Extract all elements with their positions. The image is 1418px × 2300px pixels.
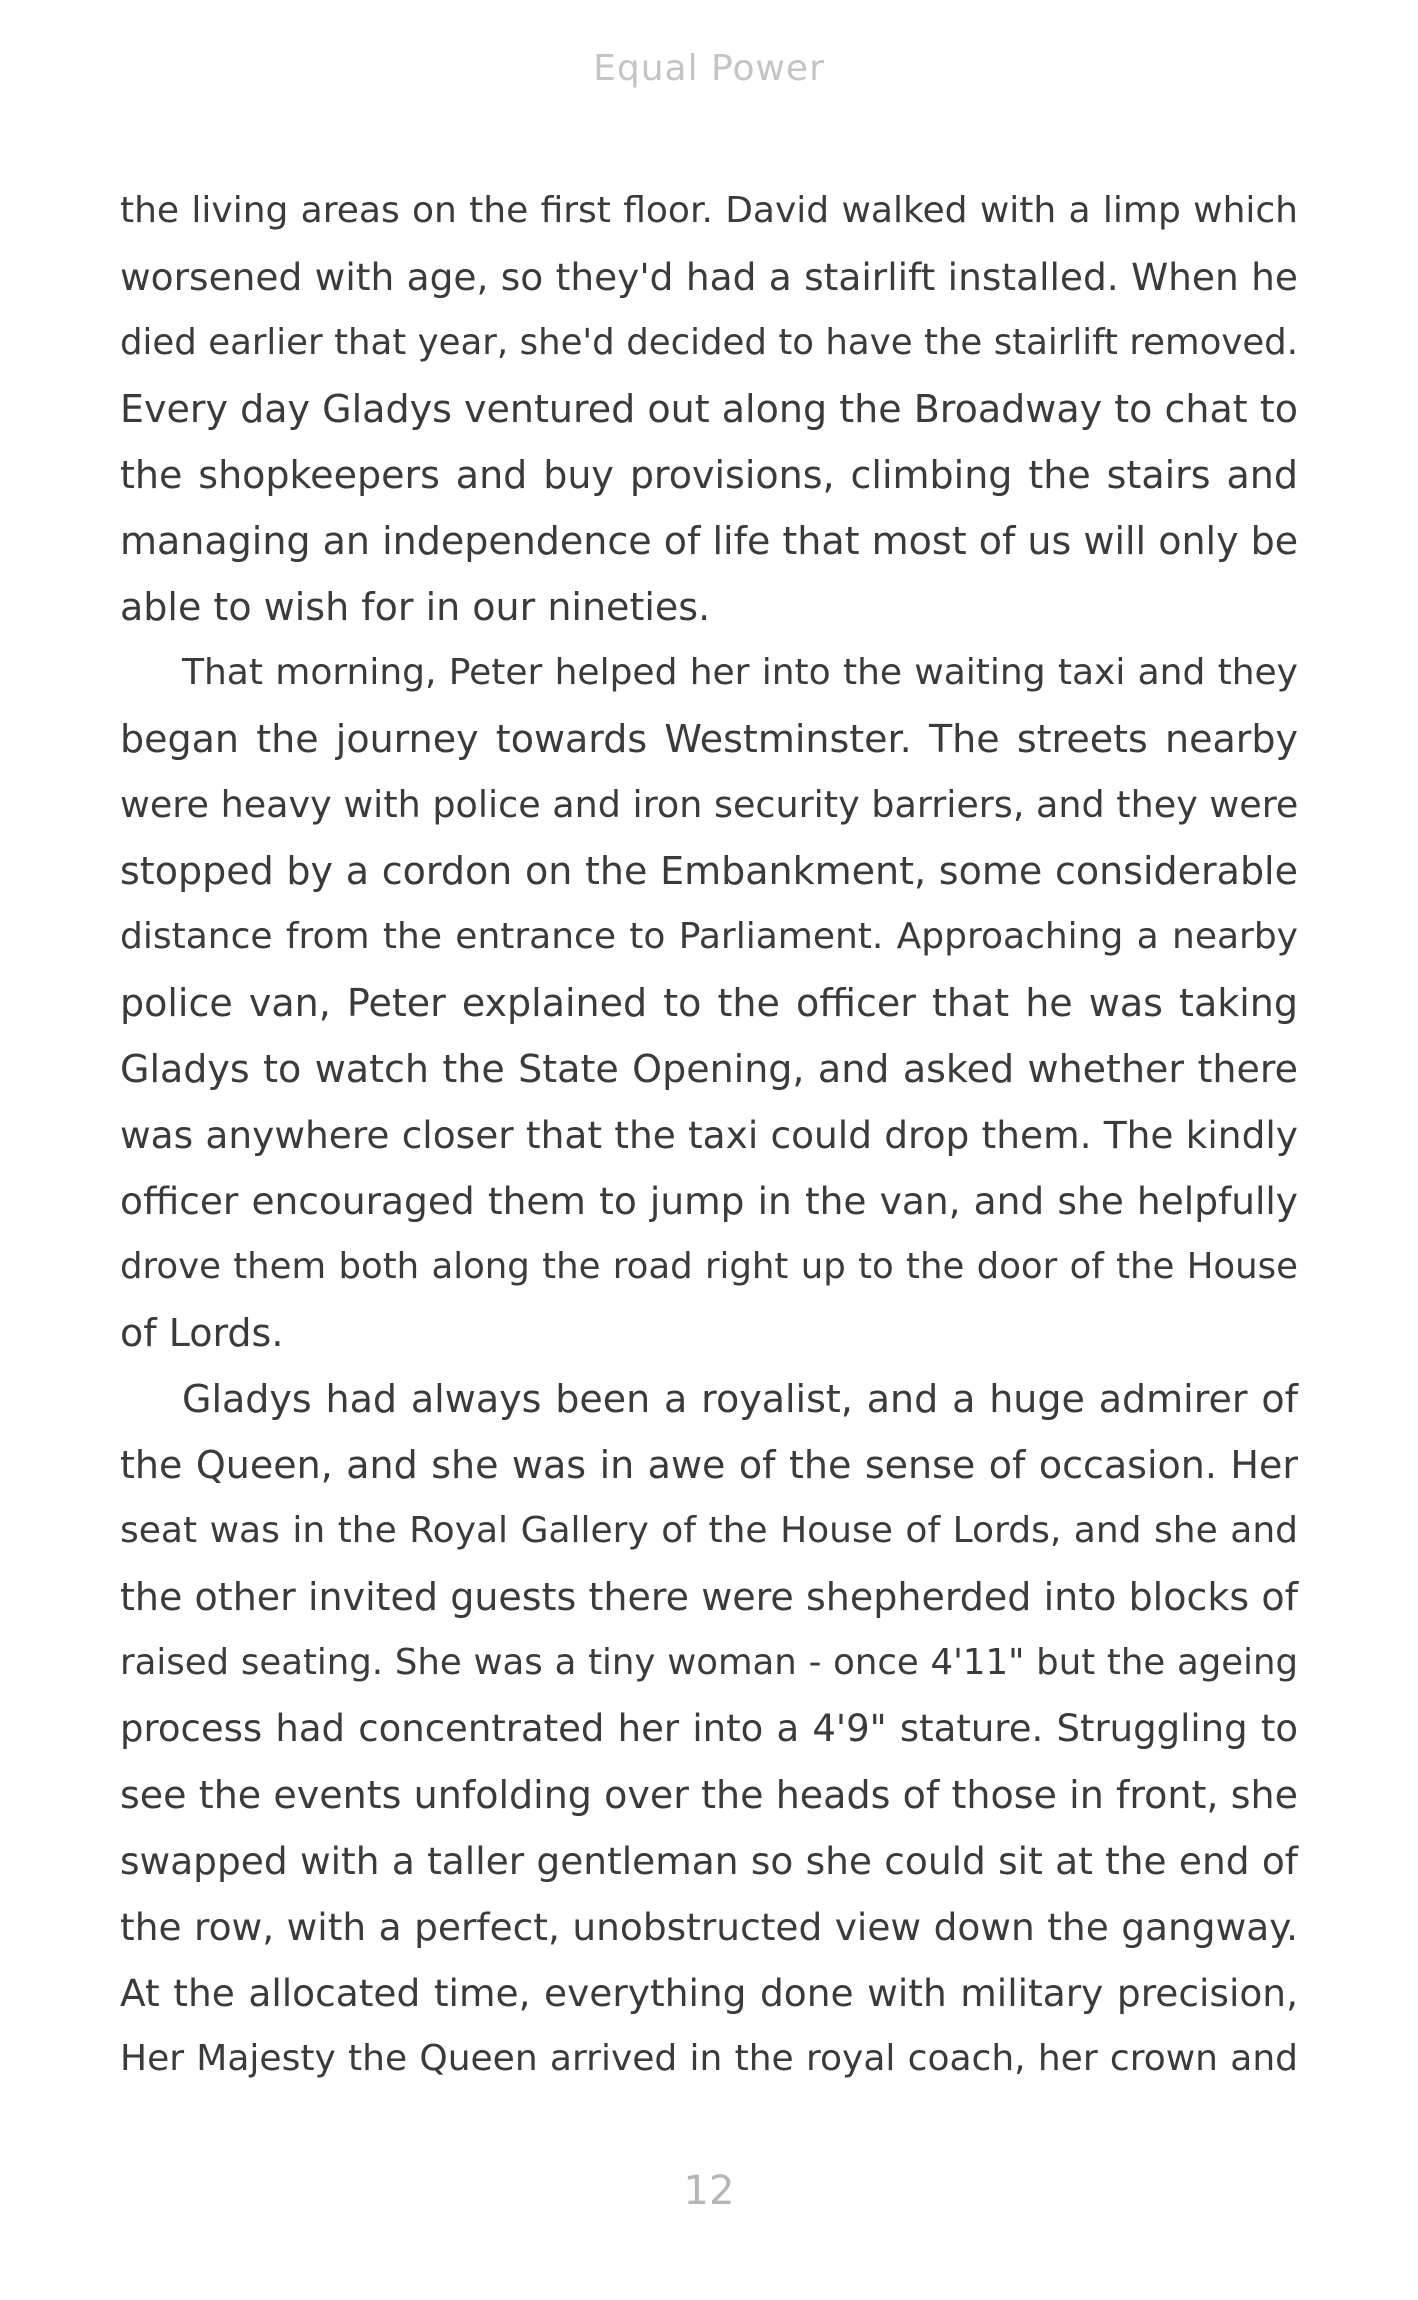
- text-line: died earlier that year, she'd decided to have the stairlift removed.: [120, 322, 1298, 363]
- text-line: officer encouraged them to jump in the van, and she helpfully: [120, 1179, 1298, 1223]
- text-line: Every day Gladys ventured out along the Broadway to chat to: [120, 387, 1298, 431]
- text-line: was anywhere closer that the taxi could drop them. The kindly: [120, 1113, 1298, 1157]
- text-line: police van, Peter explained to the officer that he was taking: [120, 981, 1298, 1025]
- paragraph: [120, 1366, 1298, 2092]
- text-line: the Queen, and she was in awe of the sense of occasion. Her: [120, 1443, 1298, 1487]
- text-line: stopped by a cordon on the Embankment, some considerable: [120, 849, 1298, 893]
- paragraph: [120, 178, 1298, 640]
- text-line: were heavy with police and iron security barriers, and they were: [120, 783, 1299, 826]
- body-text: [120, 178, 1298, 2092]
- text-line: began the journey towards Westminster. The streets nearby: [120, 717, 1298, 761]
- text-line: of Lords.: [120, 1311, 284, 1355]
- text-line: the row, with a perfect, unobstructed view down the gangway.: [120, 1905, 1298, 1949]
- text-line: distance from the entrance to Parliament. Approaching a nearby: [120, 916, 1298, 957]
- text-line: drove them both along the road right up to the door of the House: [120, 1246, 1298, 1287]
- text-line: Gladys to watch the State Opening, and asked whether there: [120, 1047, 1298, 1091]
- text-line: Gladys had always been a royalist, and a huge admirer of: [182, 1377, 1298, 1421]
- text-line: seat was in the Royal Gallery of the House of Lords, and she and: [120, 1510, 1298, 1551]
- page-number: 12: [683, 2168, 735, 2214]
- running-head: Equal Power: [593, 48, 825, 89]
- text-line: able to wish for in our nineties.: [120, 585, 711, 629]
- text-line: the living areas on the first floor. David walked with a limp which: [120, 190, 1298, 231]
- text-line: see the events unfolding over the heads of those in front, she: [120, 1773, 1298, 1817]
- text-line: process had concentrated her into a 4'9" stature. Struggling to: [120, 1707, 1298, 1750]
- text-line: the other invited guests there were shepherded into blocks of: [120, 1575, 1298, 1619]
- text-line: the shopkeepers and buy provisions, climbing the stairs and: [120, 453, 1298, 497]
- text-line: worsened with age, so they'd had a stairlift installed. When he: [120, 255, 1298, 299]
- text-line: At the allocated time, everything done with military precision,: [120, 1971, 1298, 2015]
- paragraph: [120, 640, 1298, 1366]
- text-line: managing an independence of life that most of us will only be: [120, 519, 1299, 563]
- text-line: raised seating. She was a tiny woman - once 4'11" but the ageing: [120, 1642, 1298, 1683]
- text-line: Her Majesty the Queen arrived in the royal coach, her crown and: [120, 2038, 1298, 2079]
- text-line: swapped with a taller gentleman so she could sit at the end of: [120, 1839, 1298, 1883]
- text-line: That morning, Peter helped her into the waiting taxi and they: [182, 652, 1298, 693]
